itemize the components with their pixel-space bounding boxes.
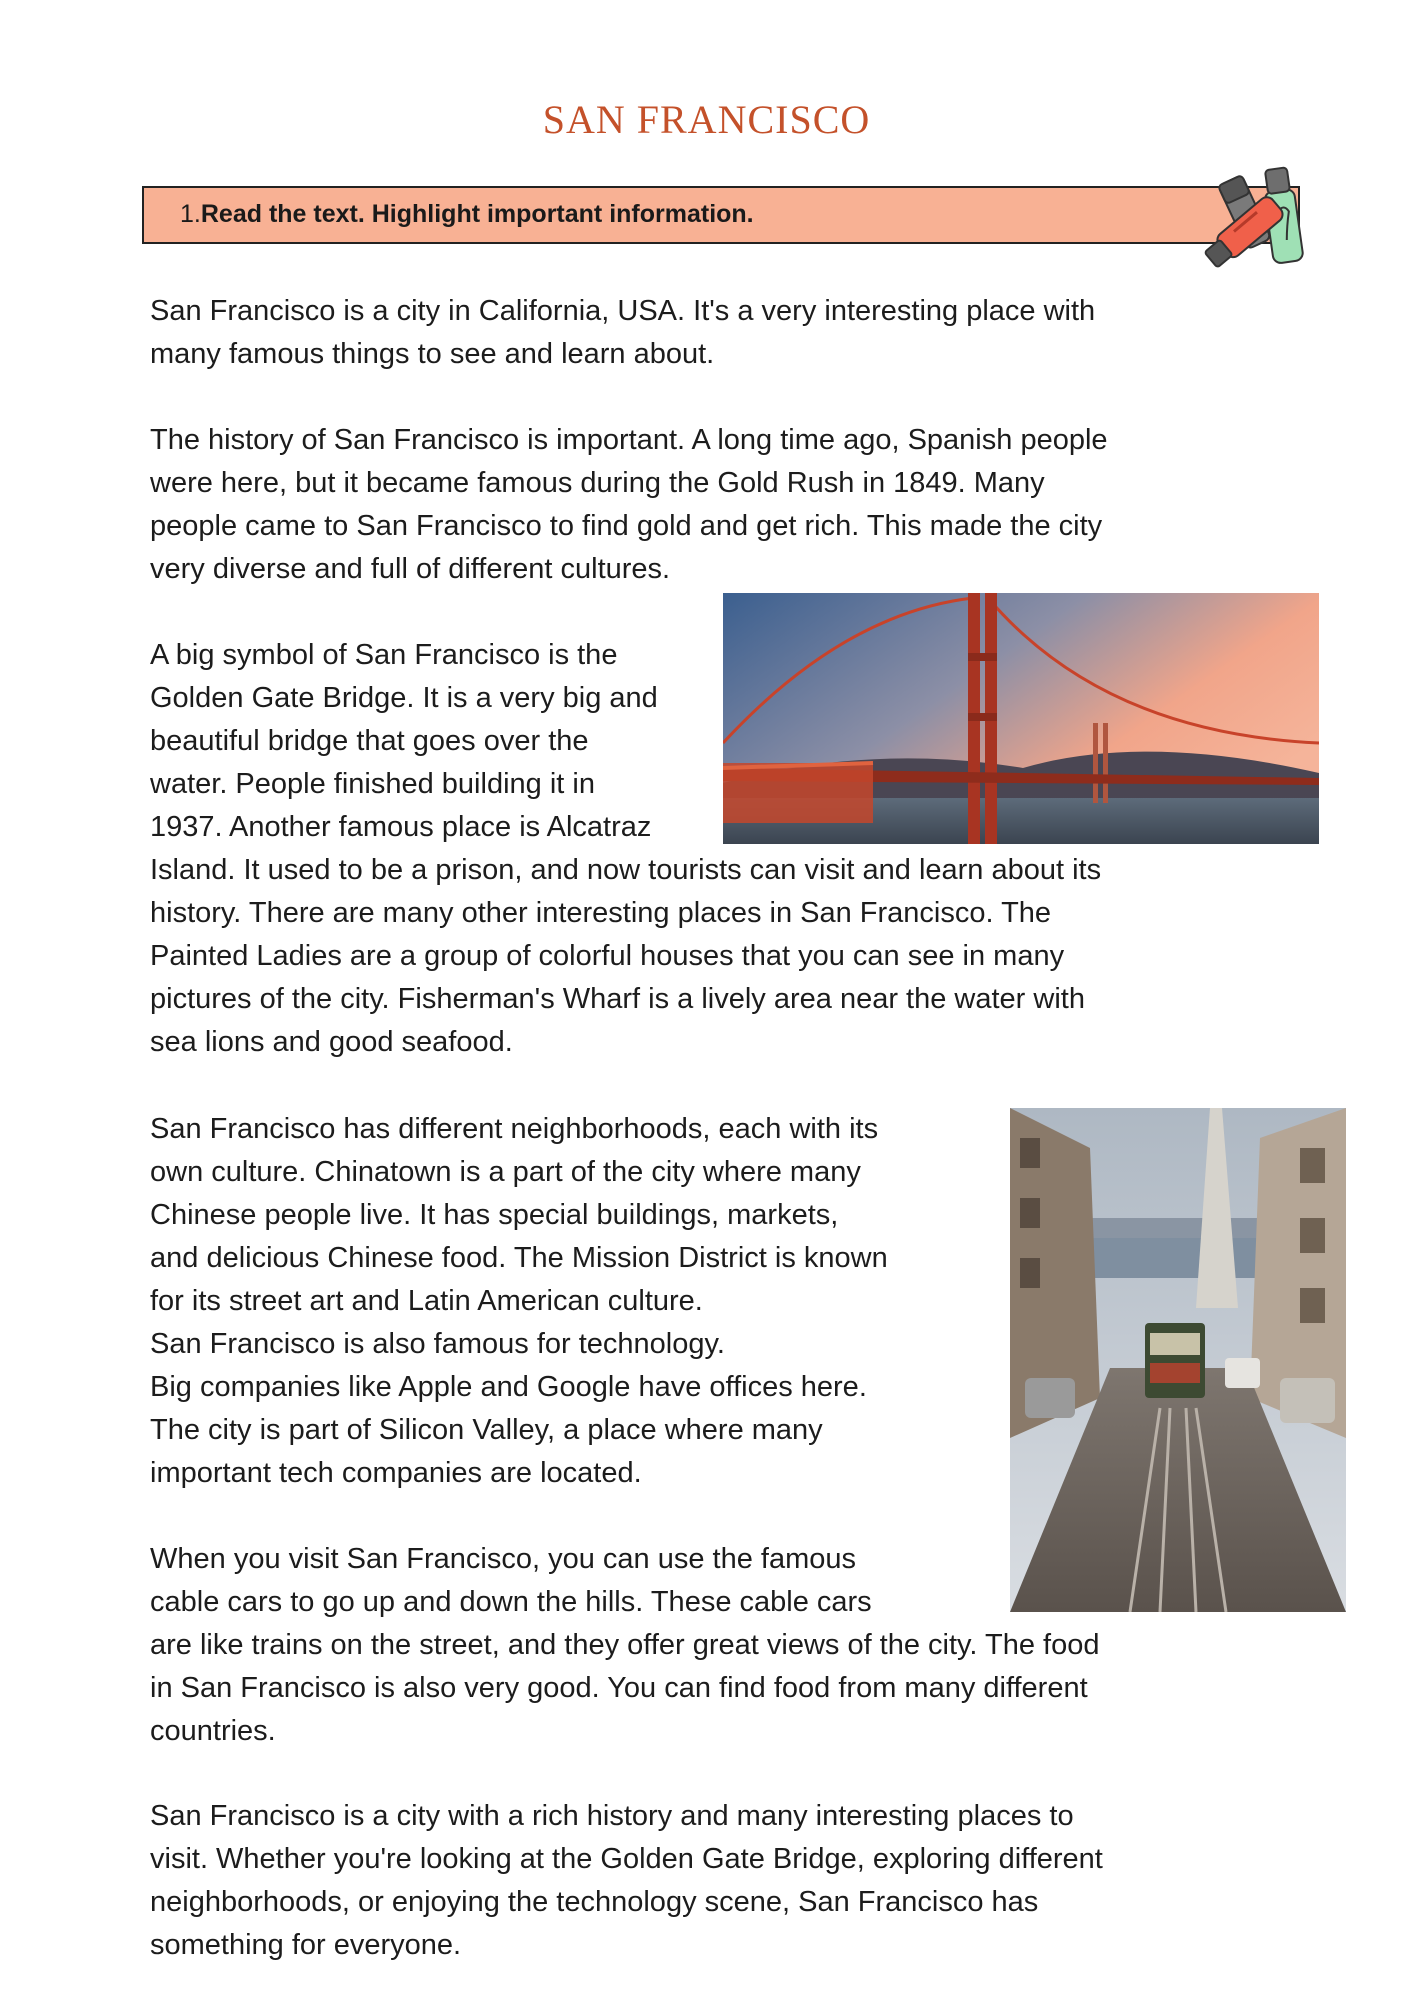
highlighter-markers-icon [1200,160,1325,275]
text-line: are like trains on the street, and they offer great views of the city. The food [150,1629,1100,1661]
text-line: 1937. Another famous place is Alcatraz [150,811,652,843]
text-line: pictures of the city. Fisherman's Wharf is a lively area near the water with [150,983,1085,1015]
text-line: cable cars to go up and down the hills. These cable cars [150,1586,872,1618]
text-line: visit. Whether you're looking at the Golden Gate Bridge, exploring different [150,1843,1103,1875]
text-line: San Francisco is a city in California, USA. It's a very interesting place with [150,295,1096,327]
text-line: Big companies like Apple and Google have offices here. [150,1371,867,1403]
text-line: countries. [150,1715,276,1747]
paragraph-landmarks [150,634,1101,1064]
text-line: water. People finished building it in [150,768,595,800]
text-line: San Francisco has different neighborhoods, each with its [150,1113,879,1145]
text-line: and delicious Chinese food. The Mission District is known [150,1242,888,1274]
text-line: history. There are many other interesting places in San Francisco. The [150,897,1052,929]
text-line: Chinese people live. It has special buildings, markets, [150,1199,839,1231]
paragraph-intro [150,290,1095,376]
task-instruction-box [142,186,1300,244]
cable-car-street-photo [1010,1108,1346,1612]
text-line: neighborhoods, or enjoying the technology scene, San Francisco has [150,1886,1039,1918]
text-line: San Francisco is a city with a rich history and many interesting places to [150,1800,1074,1832]
task-instruction-text: Read the text. Highlight important information. [200,200,754,228]
page-title: SAN FRANCISCO [542,97,871,142]
text-line: for its street art and Latin American culture. [150,1285,703,1317]
text-line: in San Francisco is also very good. You can find food from many different [150,1672,1088,1704]
text-line: many famous things to see and learn about. [150,338,715,370]
text-line: A big symbol of San Francisco is the [150,639,618,671]
text-line: important tech companies are located. [150,1457,642,1489]
text-line: The history of San Francisco is important. A long time ago, Spanish people [150,424,1108,456]
paragraph-history [150,419,1108,591]
paragraph-visit [150,1538,1099,1753]
text-line: Painted Ladies are a group of colorful houses that you can see in many [150,940,1065,972]
task-instruction [180,200,754,229]
text-line: Island. It used to be a prison, and now tourists can visit and learn about its [150,854,1102,886]
paragraph-neighborhoods [150,1108,888,1495]
text-line: people came to San Francisco to find gold and get rich. This made the city [150,510,1103,542]
text-line: beautiful bridge that goes over the [150,725,589,757]
text-line: sea lions and good seafood. [150,1026,513,1058]
text-line: Golden Gate Bridge. It is a very big and [150,682,658,714]
text-line: very diverse and full of different cultures. [150,553,671,585]
paragraph-conclusion [150,1795,1103,1967]
task-number: 1. [180,200,201,228]
text-line: own culture. Chinatown is a part of the city where many [150,1156,861,1188]
text-line: San Francisco is also famous for technology. [150,1328,725,1360]
text-line: When you visit San Francisco, you can use the famous [150,1543,857,1575]
text-line: something for everyone. [150,1929,462,1961]
text-line: The city is part of Silicon Valley, a place where many [150,1414,823,1446]
text-line: were here, but it became famous during the Gold Rush in 1849. Many [150,467,1045,499]
